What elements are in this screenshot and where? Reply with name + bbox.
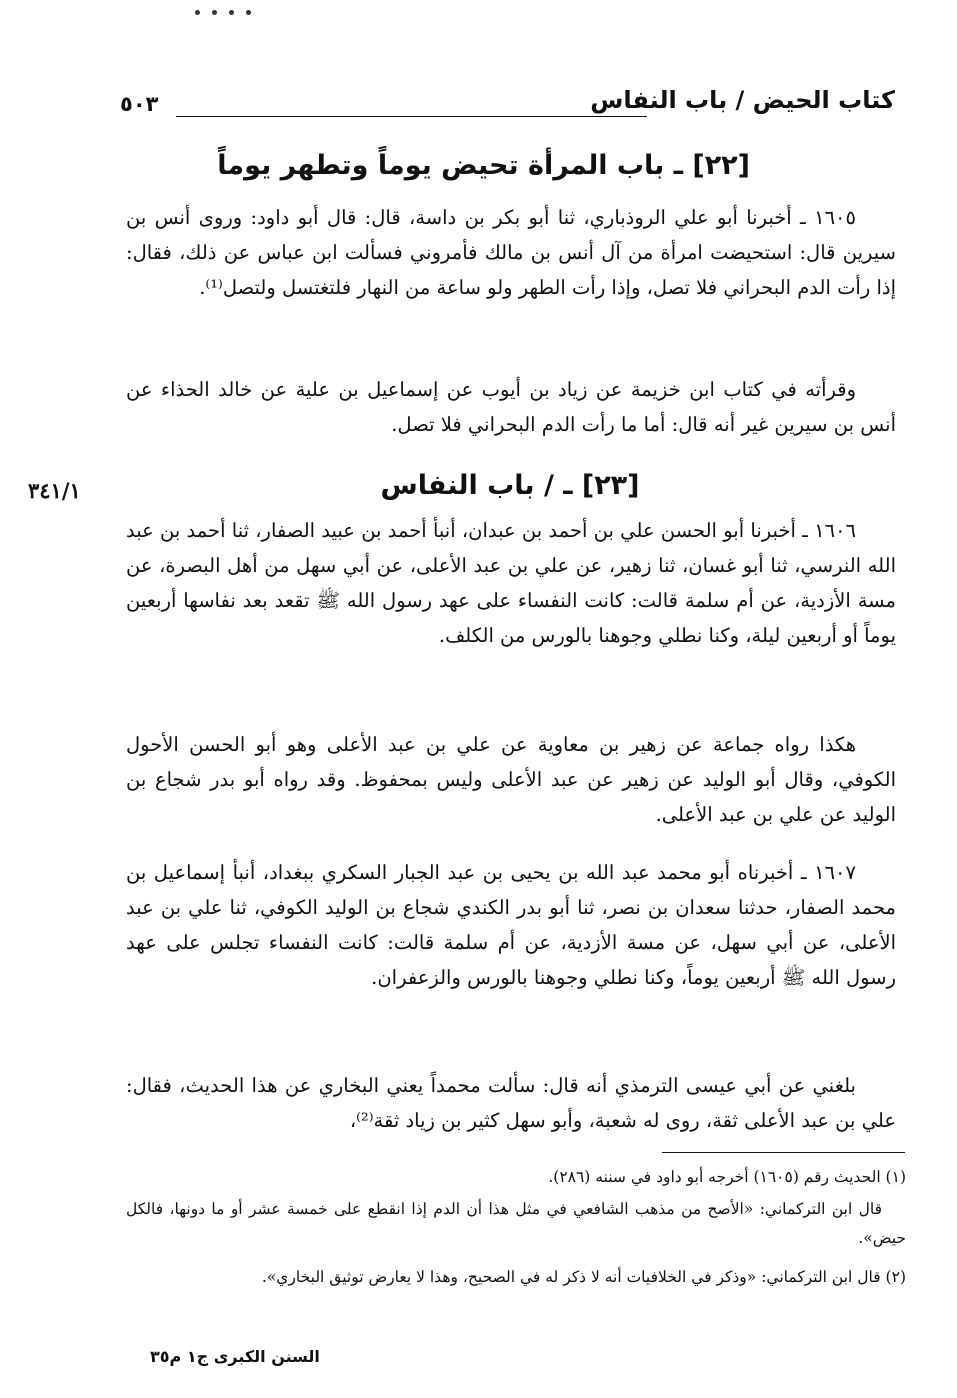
chapter-title-22: [٢٢] ـ باب المرأة تحيض يوماً وتطهر يوماً [217, 150, 750, 181]
scan-marks [195, 0, 295, 6]
hadith-1605 [126, 200, 896, 305]
footnote-1b-text: قال ابن التركماني: «الأصح من مذهب الشافعي في مثل هذا أن الدم إذا انقطع على خمسة عشر أو ما دونها، فالكل حيض». [126, 1200, 906, 1247]
running-title: كتاب الحيض / باب النفاس [590, 86, 895, 114]
page-number: ٥٠٣ [120, 92, 159, 116]
commentary-3-text: بلغني عن أبي عيسى الترمذي أنه قال: سألت محمداً يعني البخاري عن هذا الحديث، فقال: علي بن عبد الأعلى ثقة، روى له شعبة، وأبو سهل كثير بن زياد ثقة⁽²⁾، [126, 1074, 896, 1132]
footnote-rule [662, 1152, 905, 1153]
commentary-2-text: هكذا رواه جماعة عن زهير بن معاوية عن علي بن عبد الأعلى وهو أبو الحسن الأحول الكوفي، وقال أبو الوليد عن زهير عن عبد الأعلى وليس بمحفوظ. وقد رواه أبو بدر شجاع بن الوليد عن علي بن عبد الأعلى. [126, 733, 896, 826]
commentary-paragraph [126, 372, 896, 442]
signature-mark: السنن الكبرى ج١ م٣٥ [150, 1347, 320, 1366]
page-header [120, 86, 895, 122]
commentary-text: وقرأته في كتاب ابن خزيمة عن زياد بن أيوب عن إسماعيل بن علية عن خالد الحذاء عن أنس بن سيرين غير أنه قال: أما ما رأت الدم البحراني فلا تصل. [126, 378, 896, 436]
commentary-paragraph-3 [126, 1068, 896, 1138]
footnote-1: (١) الحديث رقم (١٦٠٥) أخرجه أبو داود في سننه (٢٨٦). [548, 1168, 906, 1186]
margin-reference: ٣٤١/١ [28, 478, 81, 503]
hadith-1606 [126, 513, 896, 653]
commentary-paragraph-2 [126, 727, 896, 832]
hadith-1607-text: ١٦٠٧ ـ أخبرناه أبو محمد عبد الله بن يحيى بن عبد الجبار السكري ببغداد، أنبأ إسماعيل بن محمد الصفار، حدثنا سعدان بن نصر، ثنا أبو بدر الكندي شجاع بن الوليد الكوفي، ثنا علي بن عبد الأعلى، عن أبي سهل، عن مسة الأزدية، عن أم سلمة قالت: كانت النفساء تجلس على عهد رسول الله ﷺ أربعين يوماً، وكنا نطلي وجوهنا بالورس والزعفران. [126, 861, 896, 989]
hadith-1607 [126, 855, 896, 995]
header-rule [176, 116, 647, 117]
footnote-2: (٢) قال ابن التركماني: «وذكر في الخلافيات أنه لا ذكر له في الصحيح، وهذا لا يعارض توثيق البخاري». [261, 1268, 906, 1286]
footnote-1-continuation [126, 1195, 906, 1253]
hadith-1605-text: ١٦٠٥ ـ أخبرنا أبو علي الروذباري، ثنا أبو بكر بن داسة، قال: قال أبو داود: وروى أنس بن سيرين قال: استحيضت امرأة من آل أنس بن مالك فأمروني فسألت ابن عباس عن ذلك، فقال: إذا رأت الدم البحراني فلا تصل، وإذا رأت الطهر ولو ساعة من النهار فلتغتسل ولتصل⁽¹⁾. [126, 206, 896, 299]
hadith-1606-text: ١٦٠٦ ـ أخبرنا أبو الحسن علي بن أحمد بن عبدان، أنبأ أحمد بن عبيد الصفار، ثنا أحمد بن عبد الله النرسي، ثنا أبو غسان، ثنا زهير، عن علي بن عبد الأعلى، عن أبي سهل من أهل البصرة، عن مسة الأزدية، عن أم سلمة قالت: كانت النفساء على عهد رسول الله ﷺ تقعد بعد نفاسها أربعين يوماً أو أربعين ليلة، وكنا نطلي وجوهنا بالورس من الكلف. [126, 519, 896, 647]
chapter-title-23: [٢٣] ـ / باب النفاس [380, 470, 640, 501]
